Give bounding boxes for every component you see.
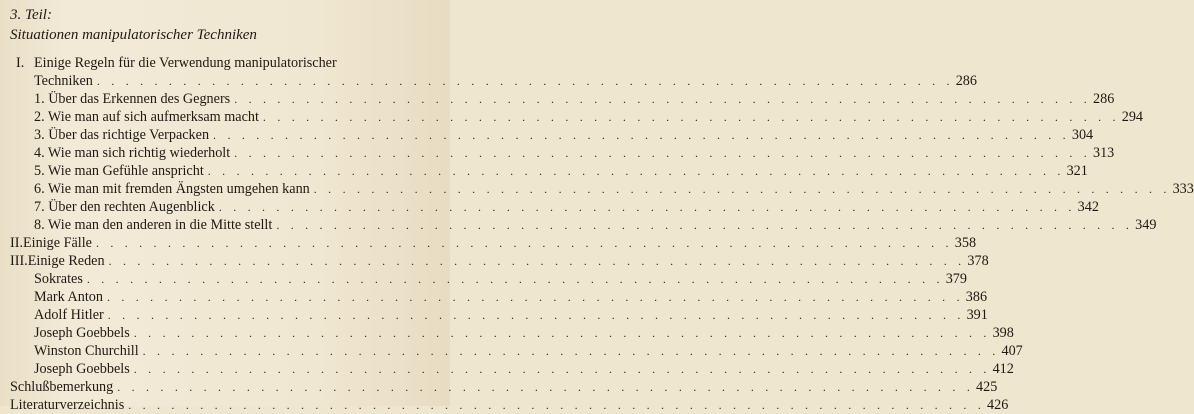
toc-entry-label: Joseph Goebbels <box>34 325 130 341</box>
toc-entry-label: 6. Wie man mit fremden Ängsten umgehen kann <box>34 181 310 197</box>
toc-entry-label: Joseph Goebbels <box>34 361 130 377</box>
toc-entry-label: 4. Wie man sich richtig wiederholt <box>34 145 231 161</box>
toc-page-number: 378 <box>967 253 989 269</box>
toc-leader: . . . . . . . . . . . . . . . . . . . . . . . . . . . . . . . . . . . . . . . . . . . . . . . . . . . . . . . . . . . . <box>107 308 965 322</box>
toc-leader: . . . . . . . . . . . . . . . . . . . . . . . . . . . . . . . . . . . . . . . . . . . . . . . . . . . . . . . . . . . . <box>313 182 1171 196</box>
toc-chapter-2-number: II. <box>10 235 23 251</box>
toc-entry-label: 2. Wie man auf sich aufmerksam macht <box>34 109 259 125</box>
toc-entry <box>34 306 988 324</box>
toc-chapter-3-number: III. <box>10 253 28 269</box>
toc-page-number: 294 <box>1121 109 1144 125</box>
toc-page-number: 412 <box>992 361 1014 377</box>
toc-page-number: 391 <box>966 307 988 323</box>
toc-entry <box>34 198 1099 216</box>
toc-entry-label: Winston Churchill <box>34 343 139 359</box>
toc-entry <box>34 324 1014 342</box>
toc-entry <box>34 90 1115 108</box>
toc-page-number: 333 <box>1172 181 1194 197</box>
toc-chapter-3 <box>10 252 989 270</box>
toc-leader: . . . . . . . . . . . . . . . . . . . . . . . . . . . . . . . . . . . . . . . . . . . . . . . . . . . . . . . . . . . . <box>262 110 1120 124</box>
toc-page-number: 426 <box>987 397 1009 413</box>
toc-page-number: 321 <box>1066 163 1088 179</box>
toc-entry <box>34 360 1014 378</box>
toc-page-number: 425 <box>976 379 998 395</box>
toc-chapter-1-heading <box>16 54 440 72</box>
toc-leader: . . . . . . . . . . . . . . . . . . . . . . . . . . . . . . . . . . . . . . . . . . . . . . . . . . . . . . . . . . . . <box>133 326 991 340</box>
toc-page-number: 386 <box>965 289 988 305</box>
toc-page-number: 342 <box>1077 199 1099 215</box>
toc-page-number: 349 <box>1135 217 1157 233</box>
toc-chapter-3-title: Einige Reden <box>27 253 105 269</box>
toc-entry <box>34 270 967 288</box>
toc-bibliography <box>10 396 1009 414</box>
toc-entry-label: 7. Über den rechten Augenblick <box>34 199 215 215</box>
part-title: 3. Teil: <box>10 7 52 23</box>
toc-entry <box>34 216 1157 234</box>
toc-entry <box>34 126 1094 144</box>
toc-leader: . . . . . . . . . . . . . . . . . . . . . . . . . . . . . . . . . . . . . . . . . . . . . . . . . . . . . . . . . . . . <box>133 362 991 376</box>
toc-entry-label: Literaturverzeichnis <box>10 397 125 413</box>
toc-leader: . . . . . . . . . . . . . . . . . . . . . . . . . . . . . . . . . . . . . . . . . . . . . . . . . . . . . . . . . . . . <box>108 254 966 268</box>
toc-entry <box>34 108 1144 126</box>
toc-entry <box>34 180 1194 198</box>
toc-chapter-1-title-line2: Techniken <box>34 73 93 89</box>
toc-entry-label: 1. Über das Erkennen des Gegners <box>34 91 231 107</box>
toc-entry-label: Schlußbemerkung <box>10 379 114 395</box>
toc-leader: . . . . . . . . . . . . . . . . . . . . . . . . . . . . . . . . . . . . . . . . . . . . . . . . . . . . . . . . . . . . <box>96 74 954 88</box>
toc-closing <box>10 378 998 396</box>
toc-entry-label: Mark Anton <box>34 289 103 305</box>
toc-entry <box>34 342 1023 360</box>
toc-leader: . . . . . . . . . . . . . . . . . . . . . . . . . . . . . . . . . . . . . . . . . . . . . . . . . . . . . . . . . . . . <box>218 200 1076 214</box>
toc-leader: . . . . . . . . . . . . . . . . . . . . . . . . . . . . . . . . . . . . . . . . . . . . . . . . . . . . . . . . . . . . <box>142 344 1000 358</box>
toc-page-number: 286 <box>1093 91 1115 107</box>
toc-leader: . . . . . . . . . . . . . . . . . . . . . . . . . . . . . . . . . . . . . . . . . . . . . . . . . . . . . . . . . . . . <box>95 236 953 250</box>
toc-leader: . . . . . . . . . . . . . . . . . . . . . . . . . . . . . . . . . . . . . . . . . . . . . . . . . . . . . . . . . . . . <box>128 398 986 412</box>
toc-leader: . . . . . . . . . . . . . . . . . . . . . . . . . . . . . . . . . . . . . . . . . . . . . . . . . . . . . . . . . . . . <box>213 128 1070 142</box>
toc-page-number: 313 <box>1092 145 1115 161</box>
toc-leader: . . . . . . . . . . . . . . . . . . . . . . . . . . . . . . . . . . . . . . . . . . . . . . . . . . . . . . . . . . . . <box>86 272 944 286</box>
part-subtitle: Situationen manipulatorischer Techniken <box>10 27 257 43</box>
toc-page-number: 379 <box>945 271 967 287</box>
toc-leader: . . . . . . . . . . . . . . . . . . . . . . . . . . . . . . . . . . . . . . . . . . . . . . . . . . . . . . . . . . . . <box>207 164 1065 178</box>
toc-leader: . . . . . . . . . . . . . . . . . . . . . . . . . . . . . . . . . . . . . . . . . . . . . . . . . . . . . . . . . . . . <box>234 92 1092 106</box>
toc-page-number: 358 <box>954 235 977 251</box>
toc-entry-label: Sokrates <box>34 271 83 287</box>
toc-leader: . . . . . . . . . . . . . . . . . . . . . . . . . . . . . . . . . . . . . . . . . . . . . . . . . . . . . . . . . . . . <box>234 146 1091 160</box>
toc-chapter-1-title-line1: Einige Regeln für die Verwendung manipulatorischer <box>34 55 337 71</box>
toc-chapter-2-title: Einige Fälle <box>23 235 92 251</box>
toc-page-number: 398 <box>992 325 1014 341</box>
toc-leader: . . . . . . . . . . . . . . . . . . . . . . . . . . . . . . . . . . . . . . . . . . . . . . . . . . . . . . . . . . . . <box>106 290 964 304</box>
toc-entry-label: 8. Wie man den anderen in die Mitte stellt <box>34 217 273 233</box>
toc-entry-label: 5. Wie man Gefühle anspricht <box>34 163 204 179</box>
toc-chapter-2 <box>10 234 977 252</box>
toc-leader: . . . . . . . . . . . . . . . . . . . . . . . . . . . . . . . . . . . . . . . . . . . . . . . . . . . . . . . . . . . . <box>117 380 975 394</box>
toc-entry-label: Adolf Hitler <box>34 307 104 323</box>
toc-chapter-1-number: I. <box>16 55 25 71</box>
toc-page-number: 286 <box>955 73 977 89</box>
toc-page-number: 304 <box>1071 127 1094 143</box>
toc-entry <box>34 72 977 90</box>
toc-entry <box>34 288 988 306</box>
toc-entry-label: 3. Über das richtige Verpacken <box>34 127 210 143</box>
toc-leader: . . . . . . . . . . . . . . . . . . . . . . . . . . . . . . . . . . . . . . . . . . . . . . . . . . . . . . . . . . . . <box>276 218 1134 232</box>
toc-entry <box>34 162 1088 180</box>
toc-entry <box>34 144 1115 162</box>
toc-page-number: 407 <box>1001 343 1023 359</box>
